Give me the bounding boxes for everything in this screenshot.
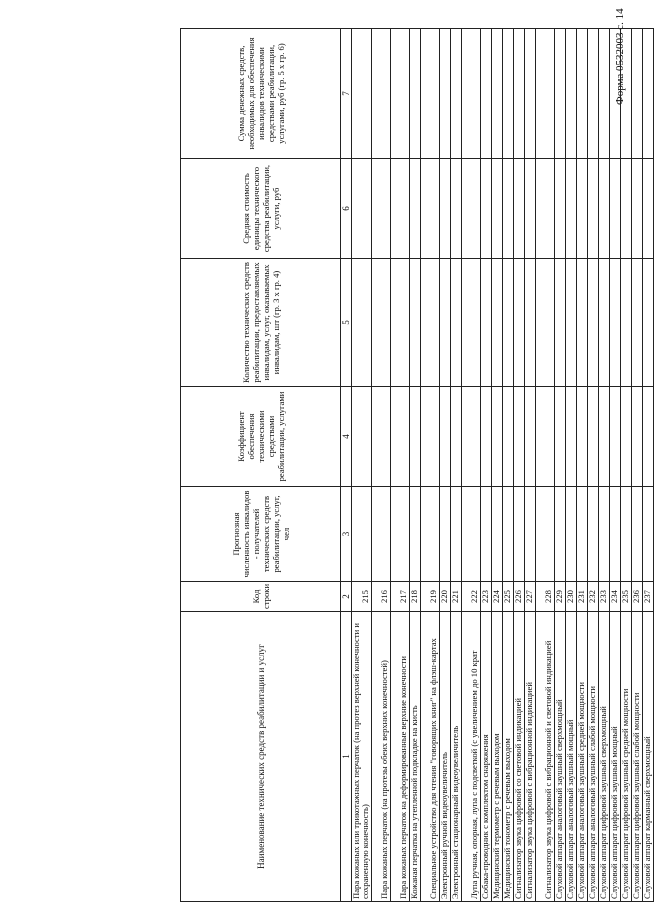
row-name: Медицинский тонометр с речевым выходом bbox=[503, 612, 514, 902]
cell-total-sum[interactable] bbox=[621, 29, 632, 159]
header-row bbox=[181, 29, 341, 902]
cell-total-sum[interactable] bbox=[492, 29, 503, 159]
cell-total-sum[interactable] bbox=[599, 29, 610, 159]
row-code: 221 bbox=[451, 582, 462, 612]
row-code: 226 bbox=[514, 582, 525, 612]
cell-total-sum[interactable] bbox=[566, 29, 577, 159]
table-row bbox=[372, 29, 391, 902]
table-row bbox=[492, 29, 503, 902]
cell-quantity[interactable] bbox=[451, 259, 462, 387]
row-name: Сигнализатор звука цифровой с вибрационной и световой индикацией bbox=[536, 612, 555, 902]
cell-forecast[interactable] bbox=[536, 487, 555, 582]
col-header-avg-cost: Средняя стоимость единицы технического средства реабилитации, услуги, руб bbox=[181, 159, 341, 259]
row-name: Слуховой аппарат аналоговый заушный мощный bbox=[566, 612, 577, 902]
cell-forecast[interactable] bbox=[462, 487, 481, 582]
cell-quantity[interactable] bbox=[372, 259, 391, 387]
cell-forecast[interactable] bbox=[588, 487, 599, 582]
col-header-coefficient: Коэффициент обеспечения техническими средствами реабилитации, услугами bbox=[181, 387, 341, 487]
row-name: Медицинский термометр с речевым выходом bbox=[492, 612, 503, 902]
cell-forecast[interactable] bbox=[372, 487, 391, 582]
row-code: 220 bbox=[440, 582, 451, 612]
cell-quantity[interactable] bbox=[391, 259, 410, 387]
cell-coefficient[interactable] bbox=[451, 387, 462, 487]
row-name: Кожаная перчатка на утепленной подкладке на кисть bbox=[410, 612, 421, 902]
table-row bbox=[536, 29, 555, 902]
row-name: Сигнализатор звука цифровой с вибрационной индикацией bbox=[525, 612, 536, 902]
cell-quantity[interactable] bbox=[421, 259, 440, 387]
cell-coefficient[interactable] bbox=[610, 387, 621, 487]
cell-total-sum[interactable] bbox=[352, 29, 372, 159]
form-title: Форма 0532003 с. 14 bbox=[614, 8, 626, 105]
cell-avg-cost[interactable] bbox=[632, 159, 643, 259]
cell-total-sum[interactable] bbox=[481, 29, 492, 159]
col-number: 2 bbox=[341, 582, 352, 612]
cell-avg-cost[interactable] bbox=[462, 159, 481, 259]
cell-forecast[interactable] bbox=[492, 487, 503, 582]
cell-coefficient[interactable] bbox=[440, 387, 451, 487]
row-code: 215 bbox=[352, 582, 372, 612]
cell-quantity[interactable] bbox=[410, 259, 421, 387]
row-name: Электронный ручной видеоувеличитель bbox=[440, 612, 451, 902]
table-row bbox=[462, 29, 481, 902]
table-row bbox=[632, 29, 643, 902]
cell-quantity[interactable] bbox=[514, 259, 525, 387]
cell-coefficient[interactable] bbox=[391, 387, 410, 487]
table-row bbox=[566, 29, 577, 902]
cell-quantity[interactable] bbox=[481, 259, 492, 387]
cell-forecast[interactable] bbox=[525, 487, 536, 582]
cell-avg-cost[interactable] bbox=[372, 159, 391, 259]
cell-total-sum[interactable] bbox=[421, 29, 440, 159]
table-row bbox=[451, 29, 462, 902]
cell-avg-cost[interactable] bbox=[391, 159, 410, 259]
cell-total-sum[interactable] bbox=[632, 29, 643, 159]
cell-total-sum[interactable] bbox=[555, 29, 566, 159]
cell-total-sum[interactable] bbox=[514, 29, 525, 159]
cell-forecast[interactable] bbox=[599, 487, 610, 582]
cell-quantity[interactable] bbox=[503, 259, 514, 387]
cell-total-sum[interactable] bbox=[503, 29, 514, 159]
col-number: 3 bbox=[341, 487, 352, 582]
cell-quantity[interactable] bbox=[643, 259, 654, 387]
cell-avg-cost[interactable] bbox=[503, 159, 514, 259]
row-code: 233 bbox=[599, 582, 610, 612]
cell-avg-cost[interactable] bbox=[410, 159, 421, 259]
row-code: 227 bbox=[525, 582, 536, 612]
cell-coefficient[interactable] bbox=[566, 387, 577, 487]
table-body bbox=[352, 29, 654, 902]
table-row bbox=[391, 29, 410, 902]
cell-avg-cost[interactable] bbox=[421, 159, 440, 259]
cell-coefficient[interactable] bbox=[492, 387, 503, 487]
cell-coefficient[interactable] bbox=[536, 387, 555, 487]
col-number: 4 bbox=[341, 387, 352, 487]
cell-quantity[interactable] bbox=[599, 259, 610, 387]
row-name: Слуховой аппарат цифровой заушный слабой мощности bbox=[632, 612, 643, 902]
row-code: 236 bbox=[632, 582, 643, 612]
table-row bbox=[610, 29, 621, 902]
row-name: Пара кожаных или трикотажных перчаток (на протез верхней конечности и сохраненную конечность) bbox=[352, 612, 372, 902]
cell-avg-cost[interactable] bbox=[566, 159, 577, 259]
table-row bbox=[555, 29, 566, 902]
cell-quantity[interactable] bbox=[621, 259, 632, 387]
row-name: Собака-проводник с комплектом снаряжения bbox=[481, 612, 492, 902]
cell-avg-cost[interactable] bbox=[643, 159, 654, 259]
cell-quantity[interactable] bbox=[536, 259, 555, 387]
row-name: Слуховой аппарат цифровой заушный сверхмощный bbox=[599, 612, 610, 902]
cell-coefficient[interactable] bbox=[525, 387, 536, 487]
cell-total-sum[interactable] bbox=[525, 29, 536, 159]
cell-coefficient[interactable] bbox=[599, 387, 610, 487]
table-row bbox=[525, 29, 536, 902]
cell-coefficient[interactable] bbox=[481, 387, 492, 487]
cell-total-sum[interactable] bbox=[577, 29, 588, 159]
row-code: 218 bbox=[410, 582, 421, 612]
cell-avg-cost[interactable] bbox=[451, 159, 462, 259]
table-row bbox=[514, 29, 525, 902]
table-row bbox=[440, 29, 451, 902]
cell-total-sum[interactable] bbox=[391, 29, 410, 159]
row-code: 217 bbox=[391, 582, 410, 612]
cell-forecast[interactable] bbox=[391, 487, 410, 582]
row-name: Сигнализатор звука цифровой со световой индикацией bbox=[514, 612, 525, 902]
row-name: Специальное устройство для чтения "говорящих книг" на флэш-картах bbox=[421, 612, 440, 902]
cell-coefficient[interactable] bbox=[621, 387, 632, 487]
cell-avg-cost[interactable] bbox=[599, 159, 610, 259]
cell-total-sum[interactable] bbox=[440, 29, 451, 159]
cell-avg-cost[interactable] bbox=[536, 159, 555, 259]
row-name: Электронный стационарный видеоувеличитель bbox=[451, 612, 462, 902]
cell-forecast[interactable] bbox=[352, 487, 372, 582]
col-header-forecast: Прогнозная численность инвалидов - получателей технических средств реабилитации, услуг, чел bbox=[181, 487, 341, 582]
cell-total-sum[interactable] bbox=[462, 29, 481, 159]
table-row bbox=[621, 29, 632, 902]
cell-total-sum[interactable] bbox=[410, 29, 421, 159]
col-number: 7 bbox=[341, 29, 352, 159]
cell-forecast[interactable] bbox=[577, 487, 588, 582]
cell-coefficient[interactable] bbox=[462, 387, 481, 487]
cell-forecast[interactable] bbox=[451, 487, 462, 582]
cell-quantity[interactable] bbox=[555, 259, 566, 387]
cell-coefficient[interactable] bbox=[514, 387, 525, 487]
table-row bbox=[643, 29, 654, 902]
cell-forecast[interactable] bbox=[555, 487, 566, 582]
row-code: 231 bbox=[577, 582, 588, 612]
cell-avg-cost[interactable] bbox=[555, 159, 566, 259]
cell-total-sum[interactable] bbox=[643, 29, 654, 159]
col-header-name: Наименование технических средств реабилитации и услуг bbox=[181, 612, 341, 902]
cell-coefficient[interactable] bbox=[643, 387, 654, 487]
cell-coefficient[interactable] bbox=[372, 387, 391, 487]
cell-quantity[interactable] bbox=[577, 259, 588, 387]
cell-forecast[interactable] bbox=[481, 487, 492, 582]
col-header-total-sum: Сумма денежных средств, необходимых для обеспечения инвалидов техническими средствами реабилитации, услугами, руб (гр. 5 x гр. 6) bbox=[181, 29, 341, 159]
cell-coefficient[interactable] bbox=[632, 387, 643, 487]
cell-quantity[interactable] bbox=[610, 259, 621, 387]
cell-forecast[interactable] bbox=[514, 487, 525, 582]
table-row bbox=[421, 29, 440, 902]
cell-avg-cost[interactable] bbox=[610, 159, 621, 259]
row-code: 232 bbox=[588, 582, 599, 612]
row-name: Слуховой аппарат аналоговый заушный слабой мощности bbox=[588, 612, 599, 902]
cell-total-sum[interactable] bbox=[588, 29, 599, 159]
cell-avg-cost[interactable] bbox=[440, 159, 451, 259]
row-code: 234 bbox=[610, 582, 621, 612]
cell-quantity[interactable] bbox=[462, 259, 481, 387]
row-code: 237 bbox=[643, 582, 654, 612]
row-code: 229 bbox=[555, 582, 566, 612]
row-name: Слуховой аппарат аналоговый заушный средней мощности bbox=[577, 612, 588, 902]
table-row bbox=[410, 29, 421, 902]
cell-avg-cost[interactable] bbox=[352, 159, 372, 259]
col-header-code: Код строки bbox=[181, 582, 341, 612]
col-number: 6 bbox=[341, 159, 352, 259]
row-code: 216 bbox=[372, 582, 391, 612]
row-name: Слуховой аппарат цифровой заушный мощный bbox=[610, 612, 621, 902]
cell-avg-cost[interactable] bbox=[577, 159, 588, 259]
row-code: 223 bbox=[481, 582, 492, 612]
cell-forecast[interactable] bbox=[643, 487, 654, 582]
row-code: 230 bbox=[566, 582, 577, 612]
table-row bbox=[577, 29, 588, 902]
rehab-means-table bbox=[180, 28, 654, 902]
row-code: 222 bbox=[462, 582, 481, 612]
cell-quantity[interactable] bbox=[492, 259, 503, 387]
cell-total-sum[interactable] bbox=[610, 29, 621, 159]
col-header-quantity: Количество технических средств реабилитации, предоставляемых инвалидам, услуг, оказываемых инвалидам, шт (гр. 3 x гр. 4) bbox=[181, 259, 341, 387]
cell-avg-cost[interactable] bbox=[514, 159, 525, 259]
cell-forecast[interactable] bbox=[410, 487, 421, 582]
cell-avg-cost[interactable] bbox=[588, 159, 599, 259]
table-row bbox=[588, 29, 599, 902]
table-row bbox=[481, 29, 492, 902]
cell-total-sum[interactable] bbox=[372, 29, 391, 159]
cell-forecast[interactable] bbox=[566, 487, 577, 582]
cell-forecast[interactable] bbox=[610, 487, 621, 582]
cell-avg-cost[interactable] bbox=[481, 159, 492, 259]
row-code: 224 bbox=[492, 582, 503, 612]
column-number-row bbox=[341, 29, 352, 902]
row-name: Слуховой аппарат карманный сверхмощный bbox=[643, 612, 654, 902]
col-number: 1 bbox=[341, 612, 352, 902]
cell-quantity[interactable] bbox=[525, 259, 536, 387]
cell-avg-cost[interactable] bbox=[621, 159, 632, 259]
cell-coefficient[interactable] bbox=[555, 387, 566, 487]
cell-forecast[interactable] bbox=[421, 487, 440, 582]
row-name: Слуховой аппарат аналоговый заушный сверхмощный bbox=[555, 612, 566, 902]
cell-coefficient[interactable] bbox=[352, 387, 372, 487]
row-code: 219 bbox=[421, 582, 440, 612]
cell-coefficient[interactable] bbox=[421, 387, 440, 487]
col-number: 5 bbox=[341, 259, 352, 387]
table-row bbox=[599, 29, 610, 902]
cell-coefficient[interactable] bbox=[588, 387, 599, 487]
cell-quantity[interactable] bbox=[632, 259, 643, 387]
row-code: 228 bbox=[536, 582, 555, 612]
cell-quantity[interactable] bbox=[566, 259, 577, 387]
cell-avg-cost[interactable] bbox=[492, 159, 503, 259]
row-code: 235 bbox=[621, 582, 632, 612]
cell-avg-cost[interactable] bbox=[525, 159, 536, 259]
row-name: Пара кожаных перчаток (на протезы обеих верхних конечностей) bbox=[372, 612, 391, 902]
cell-forecast[interactable] bbox=[440, 487, 451, 582]
cell-forecast[interactable] bbox=[503, 487, 514, 582]
row-name: Пара кожаных перчаток на деформированные верхние конечности bbox=[391, 612, 410, 902]
row-name: Лупа ручная, опорная, лупа с подсветкой (с увеличением до 10 крат bbox=[462, 612, 481, 902]
row-name: Слуховой аппарат цифровой заушный средней мощности bbox=[621, 612, 632, 902]
cell-total-sum[interactable] bbox=[536, 29, 555, 159]
table-row bbox=[503, 29, 514, 902]
table-row bbox=[352, 29, 372, 902]
cell-coefficient[interactable] bbox=[503, 387, 514, 487]
cell-quantity[interactable] bbox=[588, 259, 599, 387]
cell-forecast[interactable] bbox=[632, 487, 643, 582]
cell-coefficient[interactable] bbox=[410, 387, 421, 487]
cell-quantity[interactable] bbox=[440, 259, 451, 387]
cell-total-sum[interactable] bbox=[451, 29, 462, 159]
cell-coefficient[interactable] bbox=[577, 387, 588, 487]
cell-quantity[interactable] bbox=[352, 259, 372, 387]
row-code: 225 bbox=[503, 582, 514, 612]
cell-forecast[interactable] bbox=[621, 487, 632, 582]
